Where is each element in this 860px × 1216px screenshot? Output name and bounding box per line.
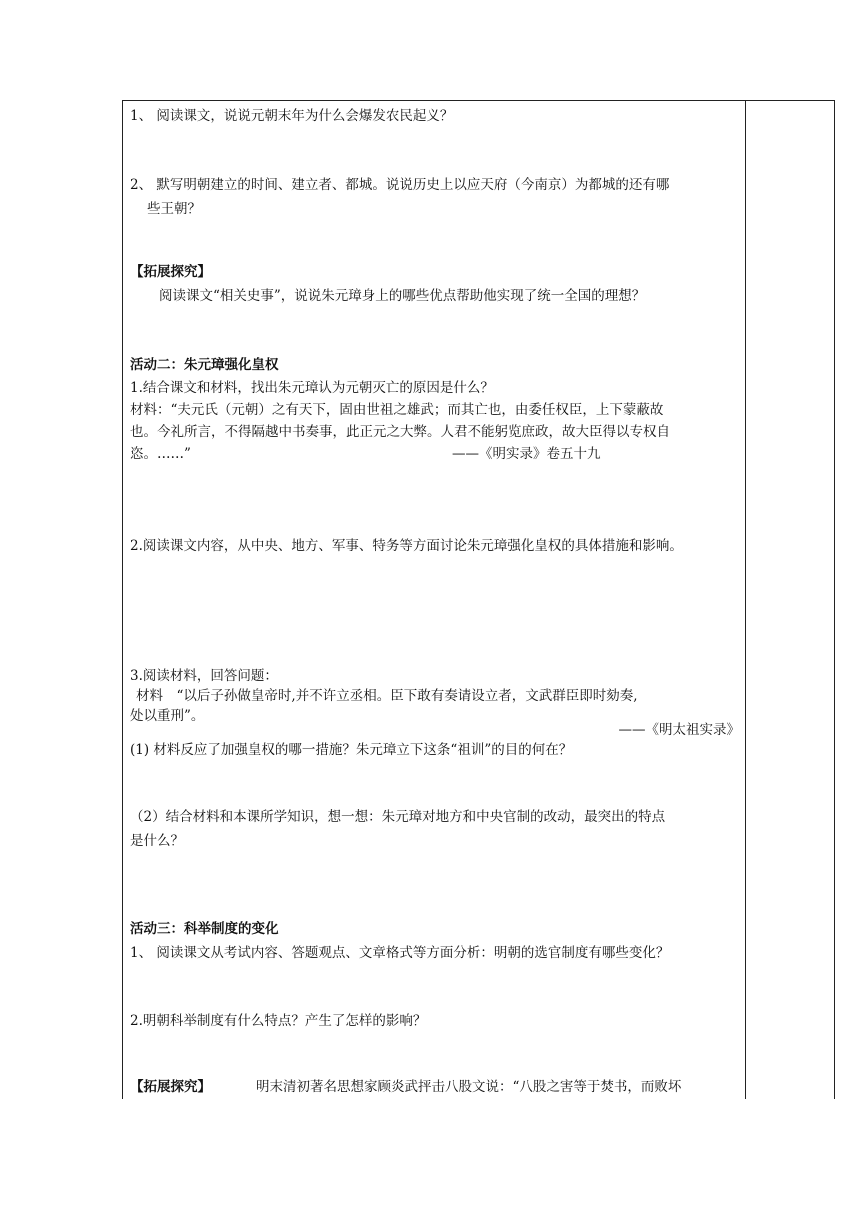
extension-heading-1: 【拓展探究】 bbox=[130, 264, 211, 280]
activity-2-heading: 活动二：朱元璋强化皇权 bbox=[130, 357, 279, 373]
activity-2-source-1: ——《明实录》卷五十九 bbox=[452, 446, 601, 462]
activity-2-question-2: 2.阅读课文内容，从中央、地方、军事、特务等方面讨论朱元璋强化皇权的具体措施和影响。 bbox=[130, 538, 683, 554]
question-1: 1、 阅读课文，说说元朝末年为什么会爆发农民起义？ bbox=[130, 108, 454, 124]
extension-text-1: 阅读课文“相关史事”，说说朱元璋身上的哪些优点帮助他实现了统一全国的理想？ bbox=[159, 288, 646, 304]
activity-2-subquestion-2-line1: （2）结合材料和本课所学知识，想一想：朱元璋对地方和中央官制的改动，最突出的特点 bbox=[130, 809, 666, 825]
activity-2-question-3: 3.阅读材料，回答问题： bbox=[130, 668, 278, 684]
activity-3-heading: 活动三：科举制度的变化 bbox=[130, 921, 279, 937]
activity-2-material-line1: 材料：“夫元氏（元朝）之有天下，固由世祖之雄武；而其亡也，由委任权臣，上下蒙蔽故 bbox=[130, 402, 664, 418]
activity-2-material2-line2: 处以重刑”。 bbox=[130, 708, 205, 724]
activity-2-source-2: ——《明太祖实录》 bbox=[618, 722, 740, 738]
activity-3-question-2: 2.明朝科举制度有什么特点？产生了怎样的影响？ bbox=[130, 1013, 427, 1029]
extension-text-2: 明末清初著名思想家顾炎武抨击八股文说：“八股之害等于焚书，而败坏 bbox=[256, 1079, 682, 1095]
extension-heading-2: 【拓展探究】 bbox=[130, 1079, 211, 1095]
table-column-divider bbox=[745, 100, 746, 1099]
question-2-line1: 2、 默写明朝建立的时间、建立者、都城。说说历史上以应天府（今南京）为都城的还有哪 bbox=[130, 177, 670, 193]
activity-2-subquestion-1: (1) 材料反应了加强皇权的哪一措施？朱元璋立下这条“祖训”的目的何在？ bbox=[130, 742, 573, 758]
activity-3-question-1: 1、 阅读课文从考试内容、答题观点、文章格式等方面分析：明朝的选官制度有哪些变化？ bbox=[130, 945, 670, 961]
activity-2-subquestion-2-line2: 是什么？ bbox=[130, 833, 184, 849]
activity-2-material2-line1: 材料 “以后子孙做皇帝时,并不许立丞相。臣下敢有奏请设立者，文武群臣即时劾奏, bbox=[136, 688, 638, 704]
question-2-line2: 些王朝？ bbox=[147, 201, 201, 217]
activity-2-question-1: 1.结合课文和材料，找出朱元璋认为元朝灭亡的原因是什么？ bbox=[130, 380, 494, 396]
activity-2-material-line2: 也。今礼所言，不得隔越中书奏事，此正元之大弊。人君不能躬览庶政，故大臣得以专权自 bbox=[130, 424, 670, 440]
activity-2-material-line3: 恣。……” bbox=[130, 446, 191, 462]
